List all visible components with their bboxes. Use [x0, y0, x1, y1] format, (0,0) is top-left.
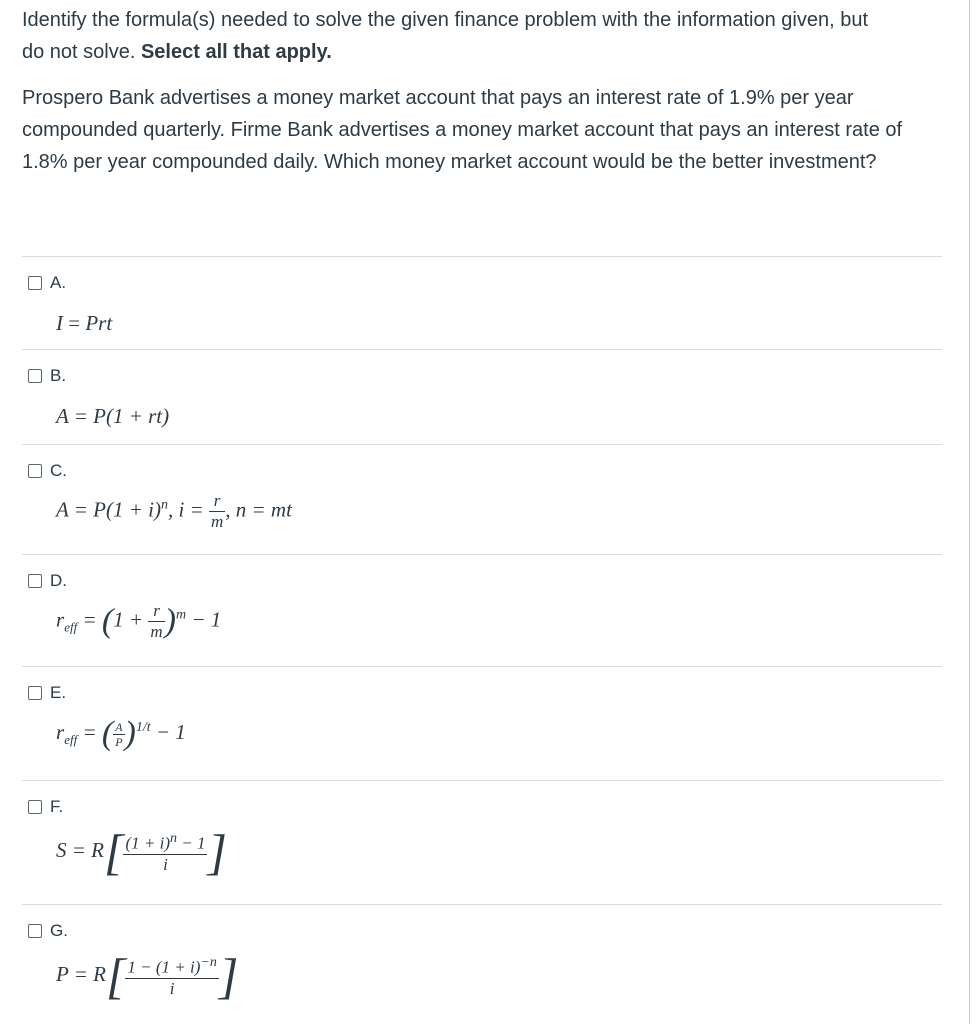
- option-header[interactable]: [28, 273, 66, 293]
- answer-option-e[interactable]: [22, 666, 942, 781]
- formula-fraction: [125, 953, 218, 999]
- option-header[interactable]: [28, 683, 66, 703]
- option-header[interactable]: [28, 366, 66, 386]
- option-header[interactable]: [28, 797, 63, 817]
- fraction-numerator: [125, 953, 218, 978]
- formula-term: =: [77, 607, 102, 632]
- option-header[interactable]: [28, 571, 67, 591]
- paren-close: ): [164, 602, 176, 640]
- bracket-open: [: [104, 824, 124, 880]
- formula-term: 1 +: [113, 607, 149, 632]
- fraction-denominator: i: [123, 854, 207, 875]
- instructions-line-1: Identify the formula(s) needed to solve the given finance problem with the information given, but: [22, 9, 869, 31]
- formula-term: S = R: [56, 837, 104, 862]
- answer-option-f[interactable]: [22, 780, 942, 905]
- option-letter: G.: [50, 921, 68, 940]
- bracket-open: [: [105, 948, 126, 1004]
- answer-option-g[interactable]: [22, 904, 942, 1025]
- formula-term: r: [56, 719, 65, 744]
- option-letter: C.: [50, 461, 67, 480]
- checkbox-f[interactable]: [28, 800, 42, 814]
- formula-term: 1 − (1 + i): [127, 957, 201, 977]
- formula-exponent: −n: [200, 955, 217, 971]
- formula-term: =: [63, 311, 86, 335]
- formula-subscript: eff: [64, 619, 78, 635]
- formula-term: − 1: [186, 607, 222, 632]
- select-all-emphasis: Select all that apply.: [140, 41, 332, 63]
- option-letter: A.: [50, 273, 67, 292]
- formula-b: A = P(1 + rt): [56, 404, 170, 428]
- option-letter: D.: [50, 571, 67, 590]
- question-instructions: [22, 4, 952, 68]
- answer-option-d[interactable]: [22, 554, 942, 667]
- option-letter: E.: [50, 683, 67, 702]
- answer-option-a[interactable]: [22, 256, 942, 350]
- formula-exponent: n: [160, 497, 168, 513]
- formula-term: A = P(1 + i): [56, 497, 161, 522]
- formula-subscript: eff: [64, 732, 78, 747]
- option-letter: B.: [50, 366, 67, 385]
- formula-term: , i =: [167, 497, 209, 522]
- formula-d: [56, 601, 221, 642]
- bracket-close: ]: [207, 824, 227, 880]
- checkbox-a[interactable]: [28, 276, 42, 290]
- formula-term: − 1: [150, 719, 186, 744]
- answer-option-b[interactable]: [22, 349, 942, 445]
- option-header[interactable]: [28, 461, 67, 481]
- formula-term: r: [56, 607, 65, 632]
- option-letter: F.: [50, 797, 64, 816]
- option-header[interactable]: [28, 921, 68, 941]
- formula-g: [56, 948, 239, 1004]
- checkbox-e[interactable]: [28, 686, 42, 700]
- formula-term: , n = mt: [225, 497, 292, 522]
- formula-term: =: [77, 719, 102, 744]
- problem-statement: Prospero Bank advertises a money market account that pays an interest rate of 1.9% per year compounded quarterly. Firme Bank advertises a money market account that pays an interest rate of 1.8% per year compounded daily. Which money market account would be the better investment?: [22, 87, 903, 173]
- fraction-numerator: r: [213, 491, 221, 510]
- paren-open: (: [101, 602, 114, 640]
- paren-close: ): [124, 715, 136, 752]
- checkbox-d[interactable]: [28, 574, 42, 588]
- fraction-denominator: i: [125, 978, 218, 999]
- fraction-numerator: r: [153, 601, 160, 620]
- formula-fraction: [123, 829, 207, 875]
- formula-e: [56, 717, 186, 751]
- checkbox-b[interactable]: [28, 369, 42, 383]
- checkbox-g[interactable]: [28, 924, 42, 938]
- formula-term: − 1: [177, 833, 206, 853]
- fraction-denominator: m: [150, 622, 163, 641]
- fraction-numerator: [123, 829, 207, 854]
- formula-term: Prt: [85, 311, 113, 335]
- formula-c: [56, 491, 292, 532]
- formula-exponent: 1/t: [135, 719, 151, 735]
- formula-exponent: n: [170, 831, 177, 847]
- paren-open: (: [101, 715, 114, 752]
- formula-term: P = R: [56, 961, 106, 986]
- bracket-close: ]: [218, 948, 239, 1004]
- fraction-denominator: m: [210, 512, 224, 531]
- instructions-line-2: do not solve. Select all that apply.: [22, 41, 332, 63]
- formula-term: I: [56, 311, 63, 335]
- fraction-denominator: P: [115, 734, 123, 749]
- formula-f: [56, 824, 227, 880]
- checkbox-c[interactable]: [28, 464, 42, 478]
- formula-a: [56, 311, 112, 336]
- fraction-numerator: A: [115, 719, 123, 734]
- formula-fraction: [113, 720, 124, 749]
- formula-fraction: [148, 601, 164, 642]
- formula-exponent: m: [175, 607, 187, 623]
- answer-option-c[interactable]: [22, 444, 942, 555]
- formula-fraction: [209, 491, 225, 532]
- formula-term: (1 + i): [125, 833, 170, 853]
- scrollbar-track[interactable]: [969, 0, 970, 1024]
